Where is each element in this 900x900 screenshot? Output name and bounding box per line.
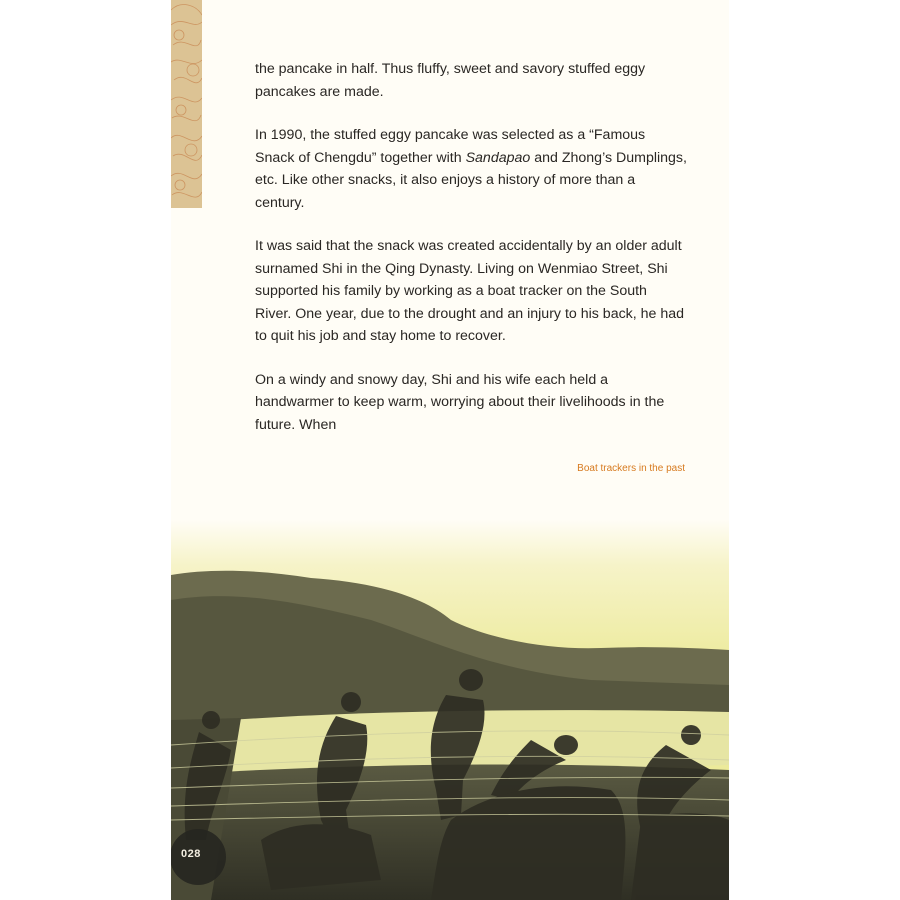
paragraph: the pancake in half. Thus fluffy, sweet and savory stuffed eggy pancakes are made. [255, 61, 646, 100]
body-text [255, 58, 687, 457]
photo-caption: Boat trackers in the past [577, 463, 685, 474]
floral-pattern [171, 0, 202, 208]
boat-trackers-photo [171, 520, 729, 900]
decorative-pattern-strip [171, 0, 202, 208]
book-page [171, 0, 729, 900]
page-number: 028 [181, 848, 201, 860]
paragraph: In 1990, the stuffed eggy pancake was selected as a “Famous Snack of Chengdu” together with Sandapao and Zhong’s Dumplings, etc. Like other snacks, it also enjoys a history of more than a century. [255, 127, 687, 211]
paragraph: On a windy and snowy day, Shi and his wife each held a handwarmer to keep warm, worrying about their livelihoods in the future. When [255, 371, 665, 433]
paragraph: It was said that the snack was created accidentally by an older adult surnamed Shi in the Qing Dynasty. Living on Wenmiao Street, Shi supported his family by working as a boat tracker on the South River. One year, due to the drought and an injury to his back, he had to quit his job and stay home to recover. [255, 238, 685, 344]
